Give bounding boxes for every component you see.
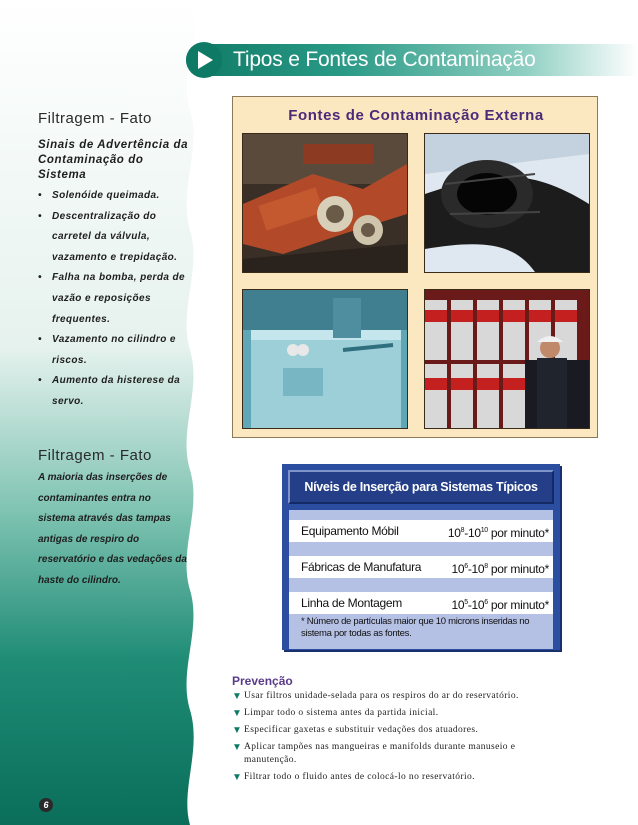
reservoir-photo xyxy=(242,289,408,429)
list-item: ▼ Usar filtros unidade-selada para os respiros do ar do reservatório. xyxy=(232,691,519,702)
warning-signs-list xyxy=(38,186,193,413)
external-sources-panel xyxy=(232,96,598,438)
row-value: $10^5-10^6$ por minuto* xyxy=(451,598,549,612)
list-item: • Solenóide queimada. xyxy=(38,190,160,201)
hose-photo xyxy=(424,133,590,273)
list-item: ▼ Aplicar tampões nas mangueiras e manifolds durante manuseio e manutenção. xyxy=(232,742,516,765)
list-item: • Falha na bomba, perda de vazão e reposições frequentes. xyxy=(38,272,185,325)
table-footnote: * Número de partículas maior que 10 microns inseridas no sistema por todas as fontes. xyxy=(301,616,530,639)
row-label: Fábricas de Manufatura xyxy=(301,560,422,574)
list-item: ▼ Filtrar todo o fluido antes de colocá-lo no reservatório. xyxy=(232,772,475,783)
triangle-bullet-icon: ▼ xyxy=(232,772,243,783)
page-title: Tipos e Fontes de Contaminação xyxy=(233,48,536,71)
list-item: ▼ Especificar gaxetas e substituir vedações dos atuadores. xyxy=(232,725,479,736)
list-item: ▼ Limpar todo o sistema antes da partida inicial. xyxy=(232,708,439,719)
row-label: Equipamento Móbil xyxy=(301,524,399,538)
table-row xyxy=(289,520,553,542)
prevention-title: Prevenção xyxy=(232,674,293,688)
triangle-bullet-icon: ▼ xyxy=(232,742,243,753)
warning-signs-title: Sinais de Advertência da Contaminação do Sistema xyxy=(38,139,189,181)
page-number: 6 xyxy=(39,798,53,812)
fact-heading-2: Filtragem - Fato xyxy=(38,447,152,464)
play-arrow-icon xyxy=(186,42,222,78)
row-value: $10^6-10^8$ por minuto* xyxy=(451,562,549,576)
machinery-photo xyxy=(242,133,408,273)
table-header: Níveis de Inserção para Sistemas Típicos xyxy=(288,470,554,504)
fact-heading-1: Filtragem - Fato xyxy=(38,110,152,127)
triangle-bullet-icon: ▼ xyxy=(232,691,243,702)
table-body xyxy=(289,510,553,649)
triangle-bullet-icon: ▼ xyxy=(232,725,243,736)
fact-text: A maioria das inserções de contaminantes entra no sistema através das tampas antigas de respiro do reservatório e das vedações da haste do cilindro. xyxy=(38,472,187,586)
insertion-levels-table xyxy=(282,464,560,650)
row-label: Linha de Montagem xyxy=(301,596,402,610)
external-sources-title: Fontes de Contaminação Externa xyxy=(288,107,544,124)
list-item: • Descentralização do carretel da válvula, vazamento e trepidação. xyxy=(38,210,178,263)
table-row xyxy=(289,556,553,578)
list-item: • Aumento da histerese da servo. xyxy=(38,375,181,407)
triangle-bullet-icon: ▼ xyxy=(232,708,243,719)
worker-barrels-photo xyxy=(424,289,590,429)
row-value: $10^8-10^{10}$ por minuto* xyxy=(447,526,549,540)
prevention-list xyxy=(232,690,562,788)
table-row xyxy=(289,592,553,614)
list-item: • Vazamento no cilindro e riscos. xyxy=(38,334,176,366)
